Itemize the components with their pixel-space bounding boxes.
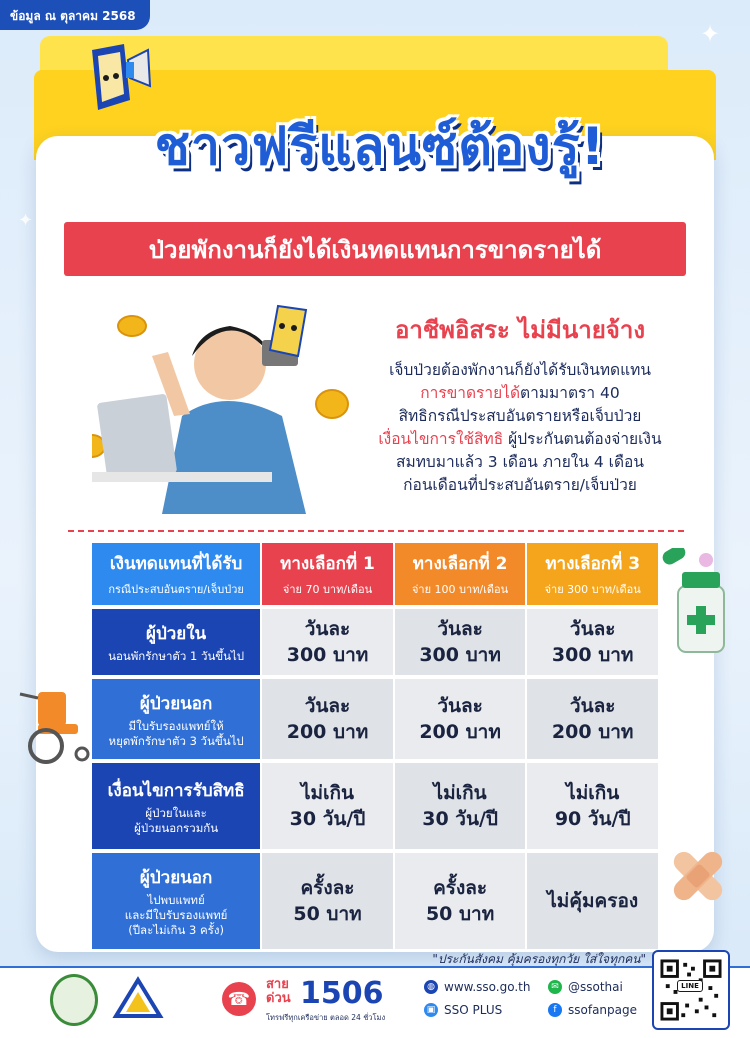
bandage-icon [664,842,732,910]
info-line: สมทบมาแล้ว 3 เดือน ภายใน 4 เดือน [396,453,644,471]
info-highlight: เงื่อนไขการใช้สิทธิ [378,430,504,448]
hotline-number[interactable]: 1506 [300,976,384,1011]
header-benefit [92,543,260,605]
sparkle-icon: ✦ [18,210,34,231]
ministry-logo [50,974,98,1026]
value-text: ไม่เกิน [300,782,355,804]
value-text: วันละ [569,695,616,717]
value-text: 30 วัน/ปี [289,808,366,830]
value-text: 300 บาท [551,644,634,666]
value-text: ไม่เกิน [566,782,620,804]
row-label-main: ผู้ป่วยนอก [139,868,213,888]
headline: ชาวฟรีแลนซ์ต้องรู้! [154,117,606,177]
value-cell [527,679,658,759]
info-line [340,428,700,451]
value-text: 300 บาท [286,644,369,666]
facebook-link[interactable] [548,1003,637,1017]
header-main: ทางเลือกที่ 2 [412,554,508,574]
value-text: 300 บาท [419,644,501,666]
benefit-table [92,543,658,953]
value-text: 200 บาท [551,721,634,743]
table-row [92,609,658,675]
value-cell [262,763,393,849]
row-label-sub: ผู้ป่วยนอกรวมกัน [134,820,219,835]
value-cell [395,609,526,675]
globe-icon: ◍ [424,980,438,994]
sparkle-icon: ✦ [700,20,721,48]
table-row [92,679,658,759]
info-line: ก่อนเดือนที่ประสบอันตราย/เจ็บป่วย [403,476,637,494]
sso-logo [112,976,164,1024]
row-label-main: ผู้ป่วยใน [146,624,207,644]
value-cell [527,763,658,849]
wheelchair-icon [16,684,98,764]
row-label-sub: นอนพักรักษาตัว 1 วันขึ้นไป [108,649,245,663]
facebook-icon: f [548,1003,562,1017]
value-text: 50 บาท [293,903,362,925]
value-text: วันละ [437,618,483,640]
value-text: 90 วัน/ปี [554,808,631,830]
header-main: เงินทดแทนที่ได้รับ [109,554,243,574]
medicine-bottle-icon [660,548,740,658]
table-row [92,853,658,949]
info-title: อาชีพอิสระ ไม่มีนายจ้าง [394,316,646,344]
value-text: วันละ [304,618,351,640]
hotline-label-line: สาย [266,977,289,992]
row-label [92,763,260,849]
row-label-sub: ไปพบแพทย์ [147,893,205,907]
freelancer-illustration [92,296,354,514]
value-cell [527,609,658,675]
hotline-note: โทรฟรีทุกเครือข่าย ตลอด 24 ชั่วโมง [266,1013,386,1022]
value-text: ไม่คุ้มครอง [547,890,639,912]
info-text: ตามมาตรา 40 [520,384,620,402]
value-cell [262,679,393,759]
line-link[interactable] [548,980,623,994]
value-text: ครั้งละ [433,877,488,899]
value-text: 200 บาท [286,721,369,743]
row-label-sub: มีใบรับรองแพทย์ให้ [128,718,224,733]
value-text: 200 บาท [419,721,501,743]
info-highlight: การขาดรายได้ [420,384,521,402]
hotline-label [266,978,291,1006]
info-line [340,382,700,405]
header-sub: จ่าย 100 บาท/เดือน [411,583,509,596]
hotline-label-line: ด่วน [266,991,291,1006]
value-text: วันละ [437,695,483,717]
value-cell [395,763,526,849]
row-label-sub: ผู้ป่วยในและ [145,805,207,820]
info-line: เจ็บป่วยต้องพักงานก็ยังได้รับเงินทดแทน [389,361,651,379]
row-label-sub: และมีใบรับรองแพทย์ [124,908,228,922]
facebook-text: ssofanpage [568,1003,637,1017]
header-option-2 [395,543,526,605]
header-sub: จ่าย 300 บาท/เดือน [544,583,641,596]
line-icon: ✉ [548,980,562,994]
table-row [92,763,658,849]
value-text: 30 วัน/ปี [422,808,498,830]
value-cell [262,609,393,675]
row-label-sub: หยุดพักรักษาตัว 3 วันขึ้นไป [108,733,244,748]
value-text: วันละ [304,695,351,717]
value-cell [395,679,526,759]
date-tag: ข้อมูล ณ ตุลาคม 2568 [0,0,150,30]
header-main: ทางเลือกที่ 3 [545,554,641,574]
phone-icon: ☎ [222,982,256,1016]
website-text: www.sso.go.th [444,980,531,994]
app-link[interactable] [424,1003,502,1017]
info-block [340,310,700,497]
subtitle-banner: ป่วยพักงานก็ยังได้เงินทดแทนการขาดรายได้ [64,222,686,276]
value-cell [262,853,393,949]
info-text: ผู้ประกันตนต้องจ่ายเงิน [503,430,662,448]
header-option-3 [527,543,658,605]
row-label [92,853,260,949]
app-text: SSO PLUS [444,1003,503,1017]
slogan: "ประกันสังคม คุ้มครองทุกวัย ใส่ใจทุกคน" [432,952,646,966]
value-text: วันละ [569,618,616,640]
header-option-1 [262,543,393,605]
value-cell [395,853,526,949]
row-label [92,679,260,759]
header-main: ทางเลือกที่ 1 [280,554,375,574]
value-text: 50 บาท [425,903,495,925]
row-label [92,609,260,675]
row-label-main: เงื่อนไขการรับสิทธิ [107,780,245,801]
info-line: สิทธิกรณีประสบอันตรายหรือเจ็บป่วย [398,407,642,425]
value-cell [527,853,658,949]
dashed-divider [68,530,684,532]
value-text: ครั้งละ [300,877,355,899]
line-text: @ssothai [568,980,623,994]
row-label-main: ผู้ป่วยนอก [139,693,213,714]
qr-line-label: LINE [677,980,703,992]
header-sub: จ่าย 70 บาท/เดือน [282,583,373,596]
row-label-sub: (ปีละไม่เกิน 3 ครั้ง) [128,923,224,937]
website-link[interactable] [424,980,530,994]
value-text: ไม่เกิน [433,782,487,804]
app-icon: ▣ [424,1003,438,1017]
header-sub: กรณีประสบอันตราย/เจ็บป่วย [108,583,244,596]
table-header-row [92,543,658,605]
